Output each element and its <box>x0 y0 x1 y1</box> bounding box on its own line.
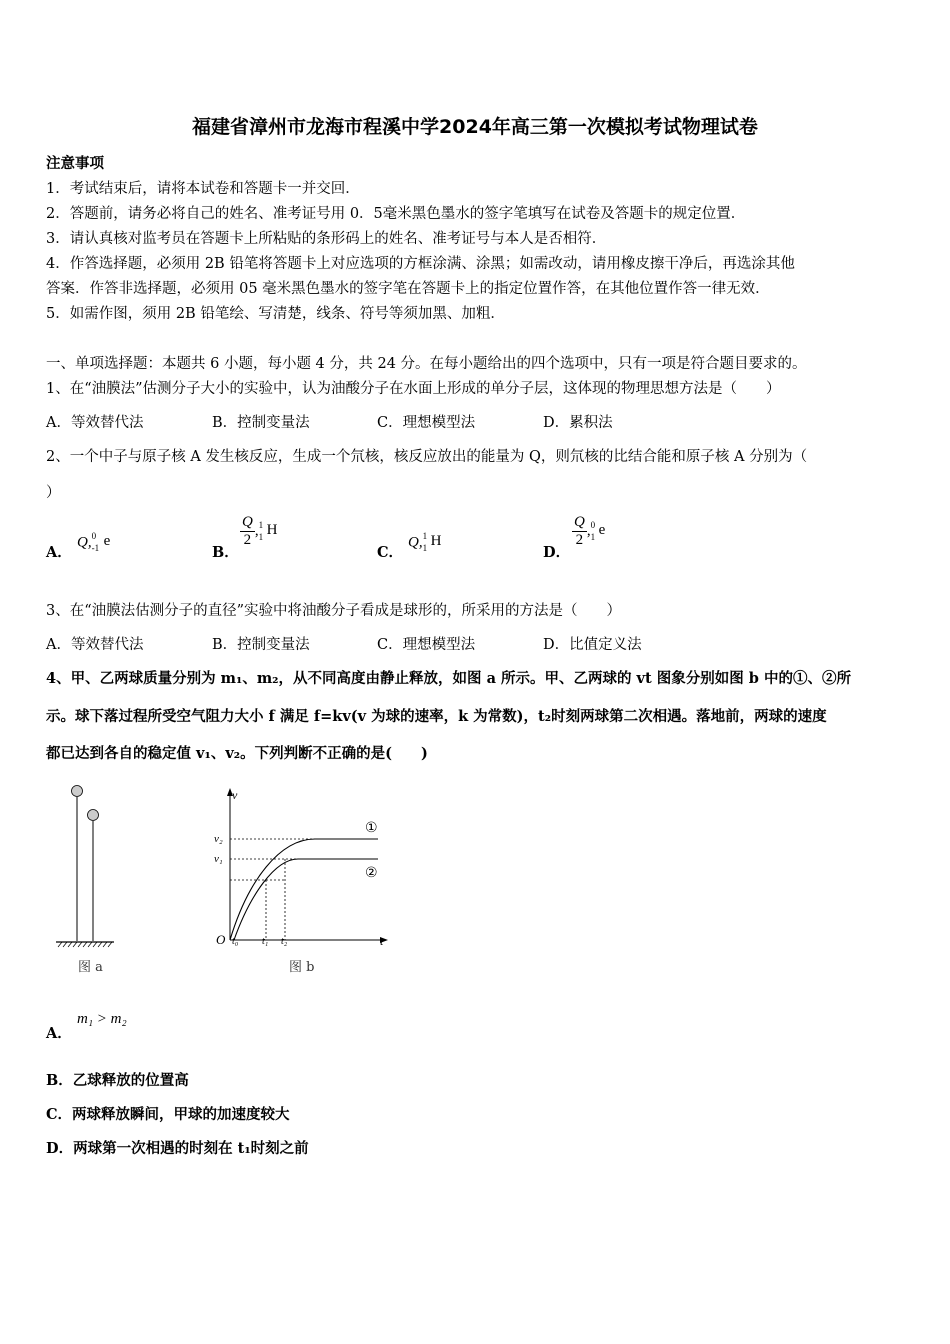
section-heading: 一、单项选择题：本题共 6 小题，每小题 4 分，共 24 分。在每小题给出的四个选项中，只有一项是符合题目要求的。 <box>46 356 807 372</box>
notice-item-2: 2．答题前，请务必将自己的姓名、准考证号用 0．5毫米黑色墨水的签字笔填写在试卷及答题卡的规定位置． <box>46 206 746 222</box>
figure-b-vt-graph <box>210 785 400 960</box>
q2-stem: 2、一个中子与原子核 A 发生核反应，生成一个氘核，核反应放出的能量为 Q，则氘核的比结合能和原子核 A 分别为（ <box>46 449 808 465</box>
guide-lines <box>230 839 315 940</box>
q1-option-c: C．理想模型法 <box>377 415 476 431</box>
q1-option-d: D．累积法 <box>543 415 613 431</box>
q2-option-d-math: $\frac{Q}{2}$ , 0 1 e <box>574 514 606 548</box>
q1-stem: 1、在“油膜法”估测分子大小的实验中，认为油酸分子在水面上形成的单分子层，这体现的物理思想方法是（ ） <box>46 381 781 397</box>
v2-label: v₂ <box>214 833 223 845</box>
q4-stem-end: 都已达到各自的稳定值 v₁、v₂。下列判断不正确的是( ) <box>46 745 428 762</box>
q4-option-a-math: m₁ > m₂ <box>77 1011 127 1027</box>
q2-option-b-math: $\frac{Q}{2}$ , 1 1 H <box>242 514 278 548</box>
curve-1 <box>230 839 378 940</box>
figure-a <box>50 780 120 980</box>
q2-option-a-math: Q, 0 -1 e <box>77 531 111 553</box>
figure-a-hatching <box>58 942 112 947</box>
q2-stem-cont: ） <box>46 485 61 501</box>
t1-label: t₁ <box>262 936 269 947</box>
t0-label: t₀ <box>232 936 239 947</box>
q3-option-d: D．比值定义法 <box>543 637 642 653</box>
q4-option-c: C．两球释放瞬间，甲球的加速度较大 <box>46 1106 290 1123</box>
q2-option-a-label: A． <box>46 544 72 561</box>
q3-option-c: C．理想模型法 <box>377 637 476 653</box>
q2-option-c-math: Q, 1 1 H <box>408 531 442 553</box>
curve-2-label: ② <box>365 865 378 881</box>
v1-label: v₁ <box>214 853 223 865</box>
notice-item-1: 1．考试结束后，请将本试卷和答题卡一并交回． <box>46 181 360 197</box>
t2-label: t₂ <box>281 936 288 947</box>
q3-option-b: B．控制变量法 <box>212 637 310 653</box>
q4-stem-cont: 示。球下落过程所受空气阻力大小 f 满足 f=kv(v 为球的速率，k 为常数)，t₂时刻两球第二次相遇。落地前，两球的速度 <box>46 708 827 725</box>
figure-a-ball-yi <box>88 810 99 821</box>
notice-item-3: 3．请认真核对监考员在答题卡上所粘贴的条形码上的姓名、准考证号与本人是否相符． <box>46 231 607 247</box>
figure-a-caption: 图 a <box>78 960 103 975</box>
q4-option-a-label: A． <box>46 1025 72 1042</box>
origin-label: O <box>216 932 226 947</box>
q4-option-d: D．两球第一次相遇的时刻在 t₁时刻之前 <box>46 1140 309 1157</box>
q3-option-a: A．等效替代法 <box>46 637 144 653</box>
v-axis-label: v <box>232 788 238 802</box>
notice-item-5: 5．如需作图，须用 2B 铅笔绘、写清楚，线条、符号等须加黑、加粗． <box>46 306 505 322</box>
curve-2 <box>234 859 378 940</box>
notice-item-4: 4．作答选择题，必须用 2B 铅笔将答题卡上对应选项的方框涂满、涂黑；如需改动，请用橡皮擦干净后，再选涂其他 <box>46 256 795 272</box>
curve-1-label: ① <box>365 820 378 836</box>
q4-option-b: B．乙球释放的位置高 <box>46 1072 189 1089</box>
q3-stem: 3、在“油膜法估测分子的直径”实验中将油酸分子看成是球形的，所采用的方法是（ ） <box>46 603 622 619</box>
notice-item-4-cont: 答案．作答非选择题，必须用 05 毫米黑色墨水的签字笔在答题卡上的指定位置作答，在其他位置作答一律无效． <box>46 281 770 297</box>
q4-stem: 4、甲、乙两球质量分别为 m₁、m₂，从不同高度由静止释放，如图 a 所示。甲、乙两球的 vt 图象分别如图 b 中的①、②所 <box>46 670 851 687</box>
figure-a-ball-jia <box>72 786 83 797</box>
q2-option-c-label: C． <box>377 544 404 561</box>
q2-option-b-label: B． <box>212 544 239 561</box>
t-axis-label: t <box>380 934 384 948</box>
q1-option-a: A．等效替代法 <box>46 415 144 431</box>
page-title: 福建省漳州市龙海市程溪中学2024年高三第一次模拟考试物理试卷 <box>192 116 758 138</box>
notice-heading: 注意事项 <box>46 155 104 172</box>
figure-b-caption: 图 b <box>289 960 315 975</box>
q2-option-d-label: D． <box>543 544 571 561</box>
q1-option-b: B．控制变量法 <box>212 415 310 431</box>
